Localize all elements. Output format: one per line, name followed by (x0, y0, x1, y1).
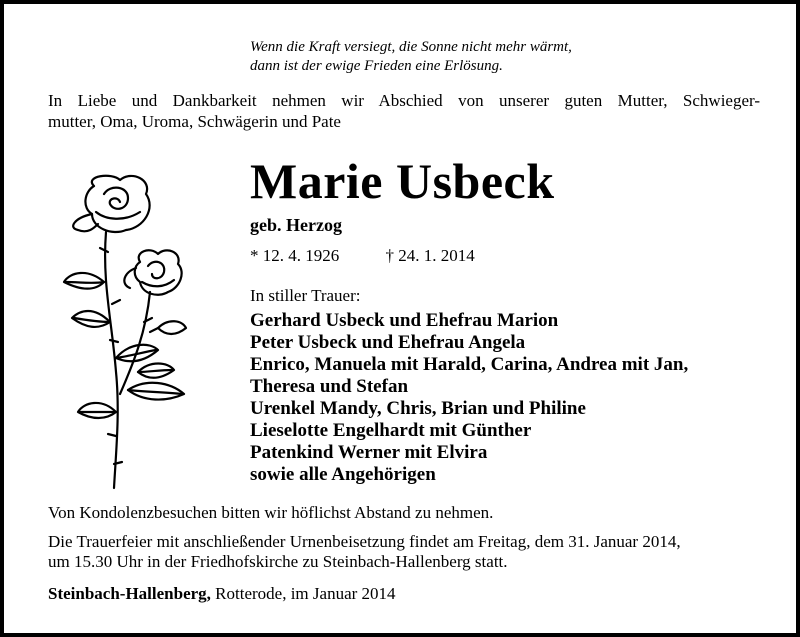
birth-date: * 12. 4. 1926 (250, 246, 340, 265)
mourner-line: Theresa und Stefan (250, 376, 409, 397)
place-rest: Rotterode, im Januar 2014 (215, 584, 396, 603)
intro-line: In Liebe und Dankbarkeit nehmen wir Abschied von unserer guten Mutter, Schwieger- (48, 91, 760, 110)
mourner-line: Urenkel Mandy, Chris, Brian und Philine (250, 398, 586, 419)
motto-verse (250, 38, 572, 76)
maiden-name: geb. Herzog (250, 215, 342, 235)
condolence-note: Von Kondolenzbesuchen bitten wir höflichst Abstand zu nehmen. (48, 503, 494, 522)
life-dates (250, 246, 475, 266)
mourner-line: Peter Usbeck und Ehefrau Angela (250, 332, 526, 353)
place-town: Steinbach-Hallenberg, (48, 584, 211, 603)
ceremony-line: Die Trauerfeier mit anschließender Urnenbeisetzung findet am Freitag, dem 31. Januar 2014, (48, 532, 681, 551)
mourner-line: Gerhard Usbeck und Ehefrau Marion (250, 310, 559, 331)
ceremony-line: um 15.30 Uhr in der Friedhofskirche zu Steinbach-Hallenberg statt. (48, 552, 508, 571)
mourner-line: Enrico, Manuela mit Harald, Carina, Andrea mit Jan, (250, 354, 689, 375)
mourner-line: Patenkind Werner mit Elvira (250, 442, 488, 463)
motto-line: Wenn die Kraft versiegt, die Sonne nicht mehr wärmt, (250, 39, 572, 55)
ceremony-info (48, 532, 760, 572)
intro-text (48, 90, 760, 132)
deceased-name: Marie Usbeck (250, 153, 555, 209)
mourning-label: In stiller Trauer: (250, 286, 361, 305)
death-date: † 24. 1. 2014 (385, 246, 475, 265)
place-date (48, 584, 396, 604)
intro-line: mutter, Oma, Uroma, Schwägerin und Pate (48, 112, 341, 131)
mourner-line: Lieselotte Engelhardt mit Günther (250, 420, 532, 441)
rose-illustration (54, 172, 204, 492)
mourner-line: sowie alle Angehörigen (250, 464, 436, 485)
mourners-list (250, 310, 688, 486)
motto-line: dann ist der ewige Frieden eine Erlösung. (250, 58, 503, 74)
